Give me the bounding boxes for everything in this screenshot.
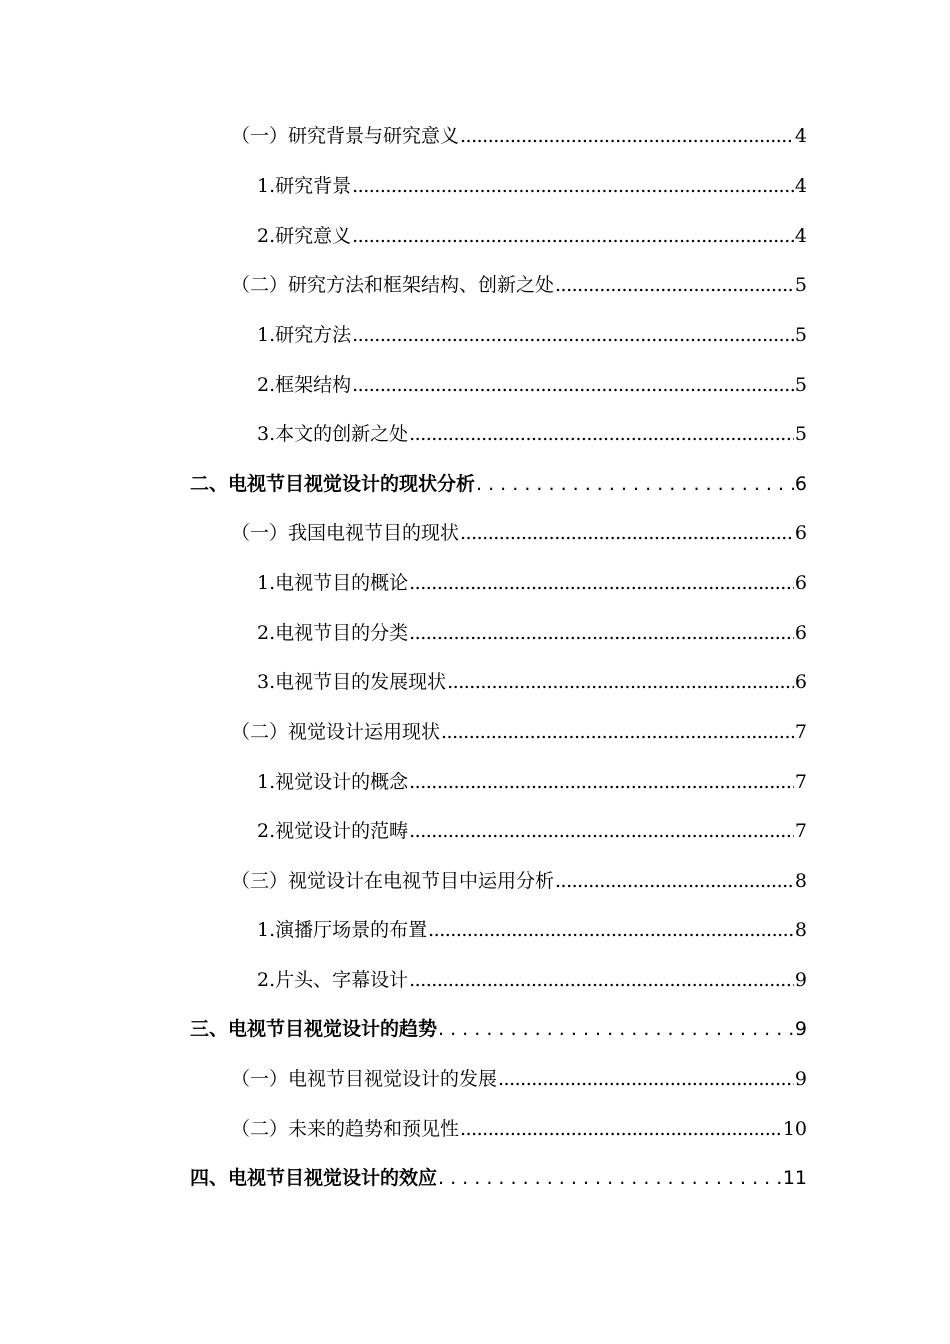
toc-leader-dots <box>438 1163 782 1193</box>
toc-entry-page: 7 <box>794 771 807 793</box>
toc-entry-title: 1.演播厅场景的布置 <box>257 919 428 941</box>
toc-entry-page: 5 <box>794 324 807 346</box>
toc-entry-page: 4 <box>794 225 807 247</box>
toc-entry-page: 9 <box>794 1068 807 1090</box>
toc-entry[interactable] <box>231 1114 807 1144</box>
toc-leader-dots <box>409 965 794 995</box>
toc-leader-dots <box>428 915 794 945</box>
toc-entry-page: 4 <box>794 175 807 197</box>
toc-leader-dots <box>476 469 794 499</box>
toc-entry-title: 3.本文的创新之处 <box>257 423 409 445</box>
toc-entry[interactable] <box>190 469 807 499</box>
toc-leader-dots <box>409 419 794 449</box>
toc-entry-title: 2.电视节目的分类 <box>257 622 409 644</box>
toc-entry-page: 5 <box>794 274 807 296</box>
toc-entry-page: 6 <box>794 671 807 693</box>
toc-entry-page: 6 <box>794 572 807 594</box>
toc-leader-dots <box>460 518 794 548</box>
toc-entry[interactable] <box>257 667 807 697</box>
toc-entry-title: （一）研究背景与研究意义 <box>231 125 460 147</box>
toc-leader-dots <box>460 1114 782 1144</box>
toc-entry-page: 9 <box>794 969 807 991</box>
toc-leader-dots <box>438 1014 794 1044</box>
toc-leader-dots <box>447 667 794 697</box>
toc-leader-dots <box>352 171 794 201</box>
toc-entry[interactable] <box>257 915 807 945</box>
toc-leader-dots <box>555 866 794 896</box>
toc-entry-title: 2.片头、字幕设计 <box>257 969 409 991</box>
toc-entry-title: （二）视觉设计运用现状 <box>231 721 441 743</box>
toc-leader-dots <box>441 717 794 747</box>
toc-entry[interactable] <box>257 965 807 995</box>
toc-leader-dots <box>352 370 794 400</box>
toc-entry-title: （二）未来的趋势和预见性 <box>231 1118 460 1140</box>
toc-entry-page: 7 <box>794 820 807 842</box>
toc-entry-title: 四、电视节目视觉设计的效应 <box>190 1167 438 1189</box>
toc-entry-title: （一）我国电视节目的现状 <box>231 522 460 544</box>
toc-entry-page: 8 <box>794 919 807 941</box>
toc-entry-title: 1.视觉设计的概念 <box>257 771 409 793</box>
toc-leader-dots <box>409 618 794 648</box>
toc-entry-title: 1.研究方法 <box>257 324 352 346</box>
toc-entry-title: 3.电视节目的发展现状 <box>257 671 447 693</box>
toc-entry-title: 2.框架结构 <box>257 374 352 396</box>
toc-entry-title: 三、电视节目视觉设计的趋势 <box>190 1018 438 1040</box>
toc-entry-page: 6 <box>794 473 807 495</box>
toc-entry-title: （二）研究方法和框架结构、创新之处 <box>231 274 555 296</box>
toc-entry-page: 5 <box>794 423 807 445</box>
toc-entry-page: 10 <box>782 1118 807 1140</box>
toc-entry-title: 1.电视节目的概论 <box>257 572 409 594</box>
toc-entry[interactable] <box>231 1064 807 1094</box>
toc-entry-page: 7 <box>794 721 807 743</box>
toc-entry[interactable] <box>190 1014 807 1044</box>
toc-leader-dots <box>352 221 794 251</box>
toc-entry-page: 11 <box>782 1167 807 1189</box>
toc-entry[interactable] <box>231 866 807 896</box>
toc-entry[interactable] <box>231 270 807 300</box>
toc-entry-page: 4 <box>794 125 807 147</box>
toc-entry-page: 6 <box>794 522 807 544</box>
toc-entry[interactable] <box>257 320 807 350</box>
toc-entry-page: 5 <box>794 374 807 396</box>
toc-entry[interactable] <box>257 171 807 201</box>
toc-entry[interactable] <box>257 568 807 598</box>
toc-entry[interactable] <box>231 717 807 747</box>
toc-leader-dots <box>555 270 794 300</box>
toc-entry[interactable] <box>231 121 807 151</box>
toc-leader-dots <box>460 121 794 151</box>
toc-entry[interactable] <box>190 1163 807 1193</box>
toc-entry-page: 9 <box>794 1018 807 1040</box>
toc-entry[interactable] <box>257 767 807 797</box>
toc-entry-title: （一）电视节目视觉设计的发展 <box>231 1068 498 1090</box>
toc-entry[interactable] <box>257 816 807 846</box>
toc-entry-page: 6 <box>794 622 807 644</box>
toc-leader-dots <box>352 320 794 350</box>
toc-leader-dots <box>409 767 794 797</box>
toc-entry-title: 1.研究背景 <box>257 175 352 197</box>
toc-entry[interactable] <box>257 370 807 400</box>
toc-entry[interactable] <box>231 518 807 548</box>
toc-leader-dots <box>409 816 794 846</box>
toc-leader-dots <box>498 1064 794 1094</box>
toc-entry-page: 8 <box>794 870 807 892</box>
toc-entry-title: 2.研究意义 <box>257 225 352 247</box>
toc-entry[interactable] <box>257 618 807 648</box>
toc-leader-dots <box>409 568 794 598</box>
toc-entry[interactable] <box>257 221 807 251</box>
toc-entry-title: 二、电视节目视觉设计的现状分析 <box>190 473 476 495</box>
toc-entry-title: （三）视觉设计在电视节目中运用分析 <box>231 870 555 892</box>
toc-entry-title: 2.视觉设计的范畴 <box>257 820 409 842</box>
toc-entry[interactable] <box>257 419 807 449</box>
